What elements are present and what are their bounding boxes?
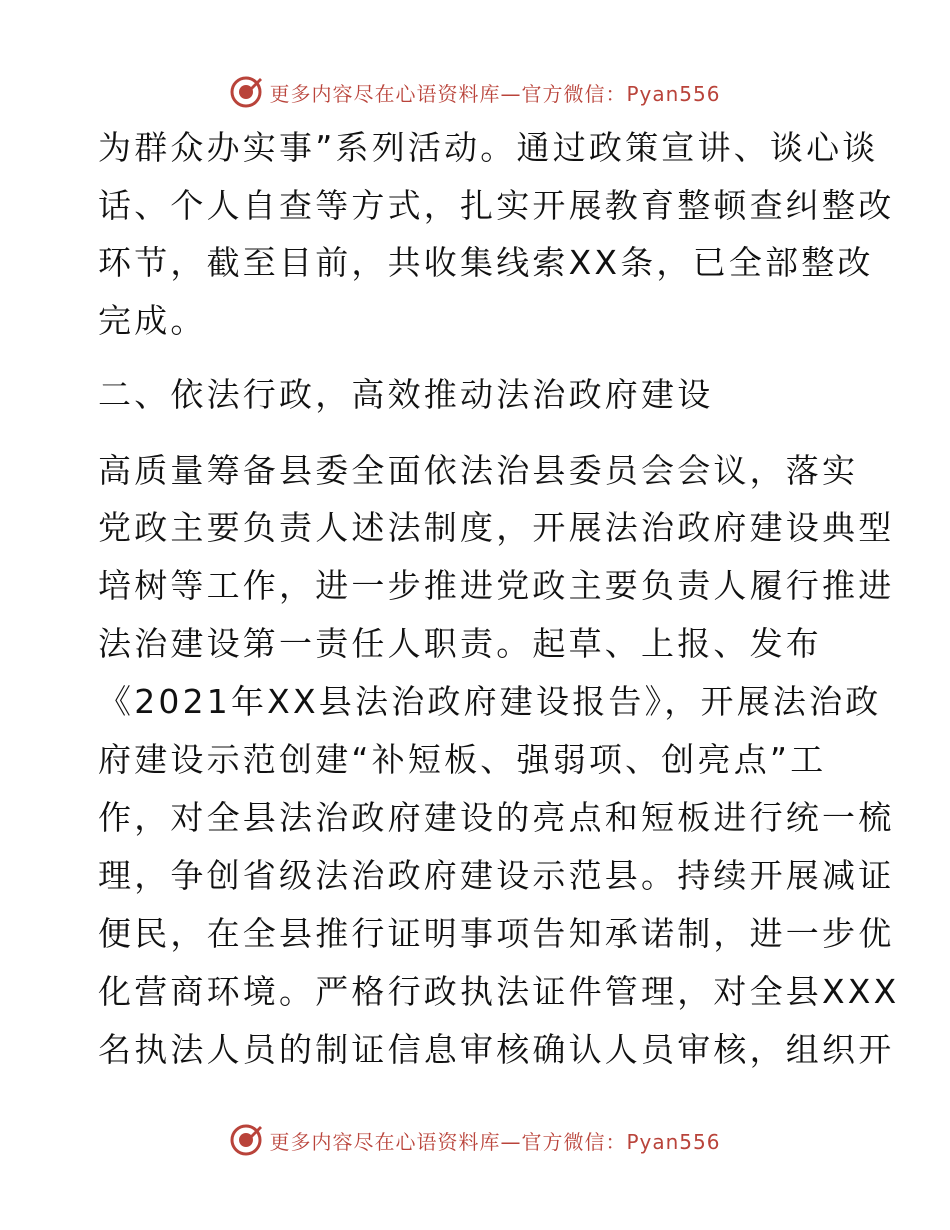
body-line: 党政主要负责人述法制度，开展法治政府建设典型: [98, 508, 895, 547]
body-line: 高质量筹备县委全面依法治县委员会会议，落实: [98, 451, 859, 490]
body-line: 《2021年XX县法治政府建设报告》，开展法治政: [98, 682, 882, 721]
body-line: 作，对全县法治政府建设的亮点和短板进行统一梳: [98, 798, 895, 837]
header-watermark-text: 更多内容尽在心语资料库—官方微信：Pyan556: [269, 81, 721, 106]
body-line: 话、个人自查等方式，扎实开展教育整顿查纠整改: [98, 186, 895, 225]
body-line: 环节，截至目前，共收集线索XX条，已全部整改: [98, 243, 874, 282]
logo-icon: [229, 1123, 263, 1157]
body-line: 化营商环境。严格行政执法证件管理，对全县XXX: [98, 972, 900, 1011]
body-line: 名执法人员的制证信息审核确认人员审核，组织开: [98, 1030, 895, 1069]
body-line: 便民，在全县推行证明事项告知承诺制，进一步优: [98, 914, 895, 953]
header-watermark: [0, 72, 950, 112]
footer-watermark: [0, 1120, 950, 1160]
body-line: 理，争创省级法治政府建设示范县。持续开展减证: [98, 856, 895, 895]
body-line: 为群众办实事”系列活动。通过政策宣讲、谈心谈: [98, 128, 879, 167]
logo-icon: [229, 75, 263, 109]
body-line: 法治建设第一责任人职责。起草、上报、发布: [98, 624, 822, 663]
footer-watermark-text: 更多内容尽在心语资料库—官方微信：Pyan556: [269, 1129, 721, 1154]
body-line: 培树等工作，进一步推进党政主要负责人履行推进: [98, 566, 895, 605]
body-line: 府建设示范创建“补短板、强弱项、创亮点”工: [98, 740, 827, 779]
body-line: 完成。: [98, 301, 207, 340]
section-heading: 二、依法行政，高效推动法治政府建设: [98, 375, 714, 414]
